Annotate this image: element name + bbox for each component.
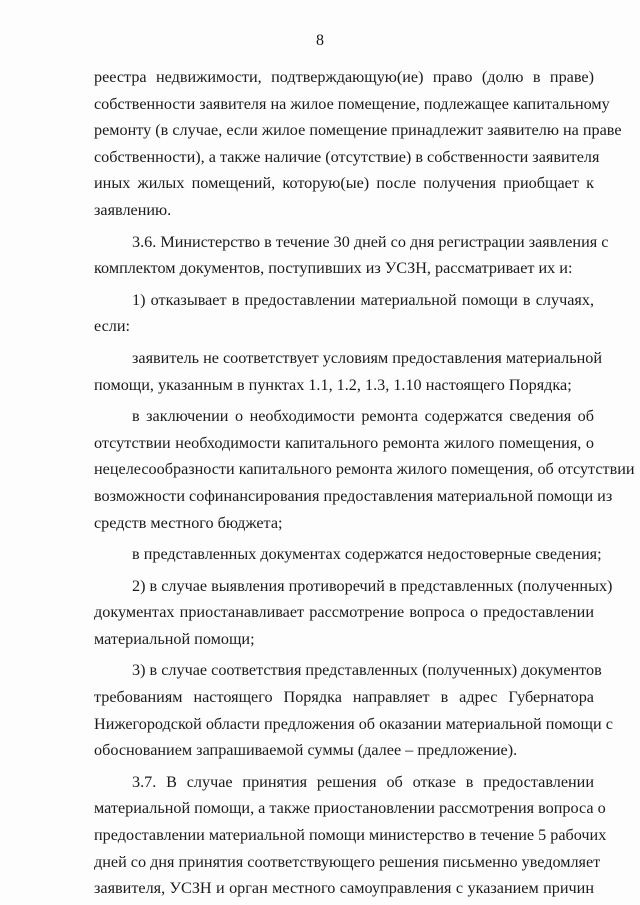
text-line: возможности софинансирования предоставления материальной помощи из [94,486,613,505]
text-line: 3) в случае соответствия представленных (полученных) документов [132,661,602,680]
text-line: ремонту (в случае, если жилое помещение принадлежит заявителю на праве [94,121,622,140]
text-line: комплектом документов, поступивших из УСЗН, рассматривает их и: [94,259,573,278]
text-line: 3.7. В случае принятия решения об отказе в предоставлении [132,772,594,791]
text-line: реестра недвижимости, подтверждающую(ие) право (долю в праве) [94,68,594,86]
text-line: иных жилых помещений, которую(ые) после получения приобщает к [94,174,594,193]
text-line: отсутствии необходимости капитального ремонта жилого помещения, о [94,433,594,452]
text-line: средств местного бюджета; [94,513,283,532]
text-line: обоснованием запрашиваемой суммы (далее – предложение). [94,741,518,760]
text-line: заявлению. [94,200,172,219]
text-line: материальной помощи; [94,629,255,648]
text-line: предоставлении материальной помощи министерство в течение 5 рабочих [94,826,607,845]
text-line: 3.6. Министерство в течение 30 дней со дня регистрации заявления с [132,232,609,251]
text-line: собственности), а также наличие (отсутствие) в собственности заявителя [94,147,600,166]
text-line: требованиям настоящего Порядка направляет в адрес Губернатора [94,688,594,707]
text-line: 1) отказывает в предоставлении материальной помощи в случаях, [132,290,594,309]
page-number: 8 [316,32,324,49]
text-line: заявителя, УСЗН и орган местного самоуправления с указанием причин [94,879,594,898]
text-line: документах приостанавливает рассмотрение вопроса о предоставлении [94,603,594,622]
text-line: 2) в случае выявления противоречий в представленных (полученных) [132,576,613,595]
text-line: помощи, указанным в пунктах 1.1, 1.2, 1.3, 1.10 настоящего Порядка; [94,375,572,394]
text-line: нецелесообразности капитального ремонта жилого помещения, об отсутствии [94,460,635,479]
text-line: в представленных документах содержатся недостоверные сведения; [132,545,602,564]
text-line: собственности заявителя на жилое помещение, подлежащее капитальному [94,94,610,113]
text-line: дней со дня принятия соответствующего решения письменно уведомляет [94,852,601,871]
text-line: материальной помощи, а также приостановлении рассмотрения вопроса о [94,799,606,818]
document-body [94,64,635,902]
text-line: в заключении о необходимости ремонта содержатся сведения об [132,407,594,426]
text-line: заявитель не соответствует условиям предоставления материальной [132,348,602,367]
text-line: если: [94,317,131,336]
text-line: Нижегородской области предложения об оказании материальной помощи с [94,714,613,733]
